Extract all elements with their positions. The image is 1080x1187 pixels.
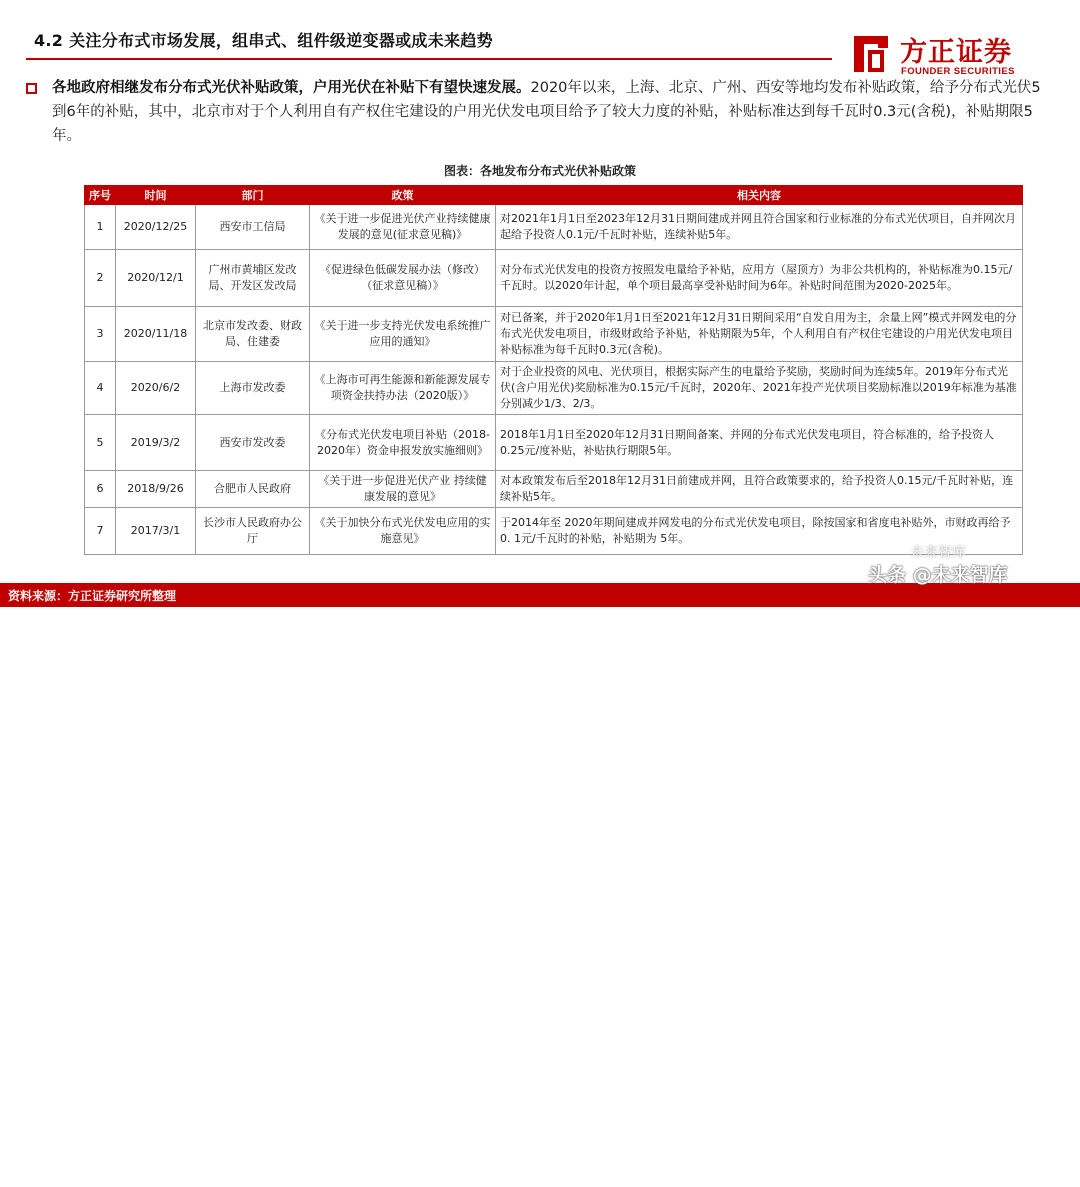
cell-content: 2018年1月1日至2020年12月31日期间备案、并网的分布式光伏发电项目，符合标准的，给予投资人0.25元/度补贴，补贴执行期限5年。 bbox=[496, 415, 1023, 471]
logo-english-name: FOUNDER SECURITIES bbox=[901, 66, 1015, 77]
cell-content: 对于企业投资的风电、光伏项目，根据实际产生的电量给予奖励，奖励时间为连续5年。2019年分布式光伏(含户用光伏)奖励标准为0.15元/千瓦时，2020年、2021年投产光伏项目奖励标准以2019年标准为基准分别减少1/3、2/3。 bbox=[496, 362, 1023, 415]
cell-department: 广州市黄埔区发改局、开发区发改局 bbox=[196, 250, 310, 307]
intro-bold-text: 各地政府相继发布分布式光伏补贴政策，户用光伏在补贴下有望快速发展。 bbox=[52, 80, 531, 96]
cell-content: 对本政策发布后至2018年12月31日前建成并网，且符合政策要求的，给予投资人0.15元/千瓦时补贴，连续补贴5年。 bbox=[496, 471, 1023, 508]
cell-department: 合肥市人民政府 bbox=[196, 471, 310, 508]
page-number: 37 bbox=[1046, 1167, 1065, 1186]
cell-no: 7 bbox=[85, 508, 116, 555]
cell-no: 3 bbox=[85, 307, 116, 362]
header-content: 相关内容 bbox=[496, 186, 1023, 205]
header-policy: 政策 bbox=[310, 186, 496, 205]
title-divider bbox=[26, 58, 832, 60]
cell-date: 2020/12/25 bbox=[116, 205, 196, 250]
cell-date: 2020/12/1 bbox=[116, 250, 196, 307]
table-row bbox=[85, 471, 1023, 508]
cell-department: 北京市发改委、财政局、住建委 bbox=[196, 307, 310, 362]
table-row bbox=[85, 508, 1023, 555]
cell-no: 2 bbox=[85, 250, 116, 307]
table-row bbox=[85, 415, 1023, 471]
cell-content: 对分布式光伏发电的投资方按照发电量给予补贴，应用方（屋顶方）为非公共机构的，补贴标准为0.15元/千瓦时。以2020年计起，单个项目最高享受补贴时间为6年。补贴时间范围为2020-2025年。 bbox=[496, 250, 1023, 307]
cell-date: 2019/3/2 bbox=[116, 415, 196, 471]
founder-logo bbox=[848, 28, 1048, 80]
cell-policy: 《分布式光伏发电项目补贴（2018-2020年）资金申报发放实施细则》 bbox=[310, 415, 496, 471]
cell-no: 4 bbox=[85, 362, 116, 415]
table-row bbox=[85, 205, 1023, 250]
cell-policy: 《关于进一步促进光伏产业 持续健康发展的意见》 bbox=[310, 471, 496, 508]
cell-policy: 《促进绿色低碳发展办法（修改）（征求意见稿）》 bbox=[310, 250, 496, 307]
cell-policy: 《关于进一步促进光伏产业持续健康发展的意见(征求意见稿)》 bbox=[310, 205, 496, 250]
header-date: 时间 bbox=[116, 186, 196, 205]
cell-department: 长沙市人民政府办公厅 bbox=[196, 508, 310, 555]
cell-policy: 《关于加快分布式光伏发电应用的实施意见》 bbox=[310, 508, 496, 555]
cell-content: 于2014年至 2020年期间建成并网发电的分布式光伏发电项目，除按国家和省度电补贴外，市财政再给予0. 1元/千瓦时的补贴，补贴期为 5年。 bbox=[496, 508, 1023, 555]
cell-no: 5 bbox=[85, 415, 116, 471]
cell-department: 上海市发改委 bbox=[196, 362, 310, 415]
cell-date: 2020/11/18 bbox=[116, 307, 196, 362]
table-row bbox=[85, 362, 1023, 415]
cell-department: 西安市发改委 bbox=[196, 415, 310, 471]
founder-logo-icon bbox=[848, 32, 890, 74]
watermark-small: 未来智库 bbox=[910, 545, 966, 561]
cell-department: 西安市工信局 bbox=[196, 205, 310, 250]
cell-content: 对2021年1月1日至2023年12月31日期间建成并网且符合国家和行业标准的分布式光伏项目，自并网次月起给予投资人0.1元/千瓦时补贴，连续补贴5年。 bbox=[496, 205, 1023, 250]
cell-no: 6 bbox=[85, 471, 116, 508]
footer-source: 资料来源：方正证券研究所整理 bbox=[8, 589, 177, 603]
cell-policy: 《上海市可再生能源和新能源发展专项资金扶持办法（2020版）》 bbox=[310, 362, 496, 415]
table-header-row bbox=[85, 186, 1023, 205]
square-bullet-icon bbox=[26, 83, 37, 94]
watermark: 头条 @未来智库 bbox=[868, 564, 1008, 586]
title-bar bbox=[0, 0, 1080, 80]
table-caption: 图表：各地发布分布式光伏补贴政策 bbox=[443, 164, 636, 178]
intro-body-text: 2020年以来，上海、北京、广州、西安等地均发布补贴政策，给予分布式光伏5到6年的补贴，其中，北京市对于个人利用自有产权住宅建设的户用光伏发电项目给予了较大力度的补贴，补贴标准达到每千瓦时0.3元(含税)，补贴期限5年。 bbox=[52, 80, 1041, 144]
header-no: 序号 bbox=[85, 186, 116, 205]
subsidy-policy-table bbox=[84, 185, 1023, 555]
cell-date: 2017/3/1 bbox=[116, 508, 196, 555]
table-row bbox=[85, 250, 1023, 307]
cell-content: 对已备案，并于2020年1月1日至2021年12月31日期间采用“自发自用为主，余量上网”模式并网发电的分布式光伏发电项目，市级财政给予补贴，补贴期限为5年，个人利用自有产权住宅建设的户用光伏发电项目补贴标准为每千瓦时0.3元(含税)。 bbox=[496, 307, 1023, 362]
cell-policy: 《关于进一步支持光伏发电系统推广应用的通知》 bbox=[310, 307, 496, 362]
page-title: 4.2 关注分布式市场发展，组串式、组件级逆变器或成未来趋势 bbox=[34, 31, 493, 50]
cell-date: 2018/9/26 bbox=[116, 471, 196, 508]
cell-date: 2020/6/2 bbox=[116, 362, 196, 415]
logo-chinese-name: 方正证券 bbox=[900, 37, 1012, 68]
header-department: 部门 bbox=[196, 186, 310, 205]
intro-paragraph bbox=[52, 76, 1042, 148]
cell-no: 1 bbox=[85, 205, 116, 250]
table-row bbox=[85, 307, 1023, 362]
